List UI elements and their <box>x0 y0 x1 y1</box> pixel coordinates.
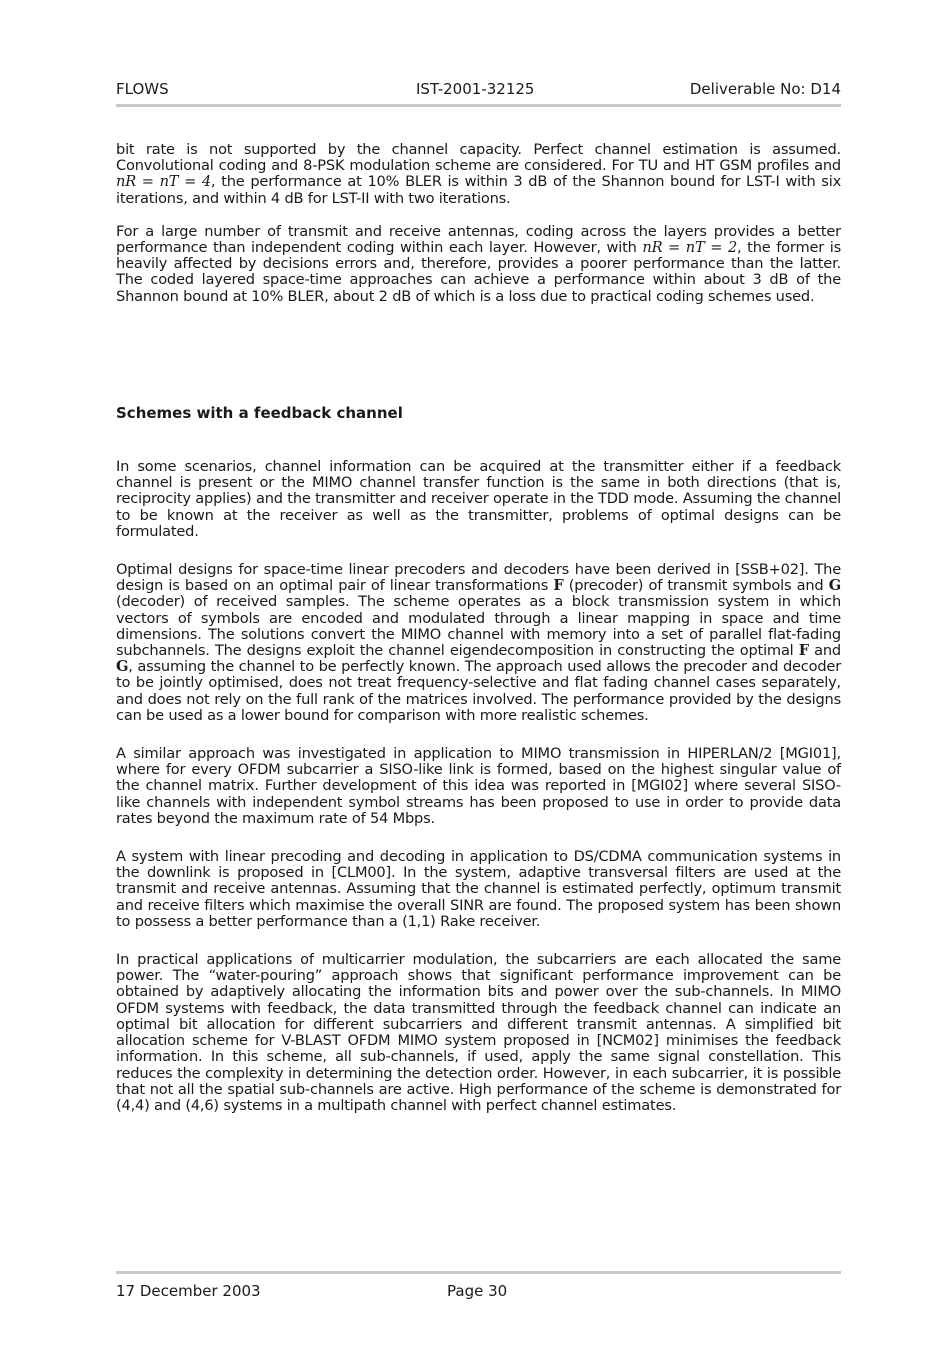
paragraph-6: A system with linear precoding and decoding in application to DS/CDMA communication systems in the downlink is proposed in [CLM00]. In the system, adaptive transversal filters are used at the transmit and receive antennas. Assuming that the channel is estimated perfectly, optimum transmit and receive filters which maximise the overall SINR are found. The proposed system has been shown to possess a better performance than a (1,1) Rake receiver. <box>116 848 841 930</box>
paragraph-7: In practical applications of multicarrier modulation, the subcarriers are each allocated the same power. The “water-pouring” approach shows that significant performance improvement can be obtained by adaptively allocating the information bits and power over the sub-channels. In MIMO OFDM systems with feedback, the data transmitted through the feedback channel can indicate an optimal bit allocation for different subcarriers and different transmit antennas. A simplified bit allocation scheme for V-BLAST OFDM MIMO system proposed in [NCM02] minimises the feedback information. In this scheme, all sub-channels, if used, apply the same signal constellation. This reduces the complexity in determining the detection order. However, in each subcarrier, it is possible that not all the spatial sub-channels are active. High performance of the scheme is demonstrated for (4,4) and (4,6) systems in a multipath channel with perfect channel estimates. <box>116 951 841 1114</box>
header-divider <box>116 104 841 107</box>
footer-page-number: Page 30 <box>447 1282 508 1300</box>
paragraph-4-text-c: (decoder) of received samples. The scheme operates as a block transmission system in which vectors of symbols are encoded and modulated through a linear mapping in space and time dimensions. The solutions convert the MIMO channel with memory into a set of parallel flat-fading subchannels. The designs exploit the channel eigendecomposition in constructing the optimal <box>116 593 841 660</box>
page-footer <box>116 1281 841 1301</box>
header-deliverable: Deliverable No: D14 <box>689 80 841 98</box>
section-heading: Schemes with a feedback channel <box>116 404 403 422</box>
paragraph-3: In some scenarios, channel information can be acquired at the transmitter either if a feedback channel is present or the MIMO channel transfer function is the same in both directions (that is, reciprocity applies) and the transmitter and receiver operate in the TDD mode. Assuming the channel to be known at the receiver as well as the transmitter, problems of optimal designs can be formulated. <box>116 458 841 540</box>
paragraph-4-text-b: (precoder) of transmit symbols and <box>563 577 829 595</box>
paragraph-4-symbol-g-2: G <box>116 658 129 676</box>
paragraph-2-text-a: For a large number of transmit and receive antennas, coding across the layers provides a better performance than independent coding within each layer. However, with <box>116 222 841 257</box>
paragraph-4-symbol-g: G <box>828 577 841 595</box>
paragraph-4-symbol-f: F <box>553 577 564 595</box>
page-header <box>116 79 841 99</box>
paragraph-4-text-and: and <box>808 642 841 660</box>
paragraph-4 <box>116 562 841 724</box>
paragraph-1-text-a: bit rate is not supported by the channel capacity. Perfect channel estimation is assumed. Convolutional coding and 8-PSK modulation scheme are considered. For TU and HT GSM profiles and <box>116 141 841 175</box>
paragraph-4-symbol-f-2: F <box>798 642 809 660</box>
paragraph-5: A similar approach was investigated in application to MIMO transmission in HIPERLAN/2 [MGI01], where for every OFDM subcarrier a SISO-like link is formed, based on the highest singular value of the channel matrix. Further development of this idea was reported in [MGI02] where several SISO-like channels with independent symbol streams has been proposed to use in order to provide data rates beyond the maximum rate of 54 Mbps. <box>116 745 841 827</box>
footer-date: 17 December 2003 <box>116 1282 261 1300</box>
paragraph-4-text-d: , assuming the channel to be perfectly known. The approach used allows the precoder and decoder to be jointly optimised, does not treat frequency-selective and flat fading channel cases separately, and does not rely on the full rank of the matrices involved. The performance provided by the designs can be used as a lower bound for comparison with more realistic schemes. <box>116 658 841 724</box>
header-project: FLOWS <box>116 80 169 98</box>
paragraph-2 <box>116 224 841 305</box>
header-contract-id: IST-2001-32125 <box>416 80 535 98</box>
paragraph-4-text-a: Optimal designs for space-time linear precoders and decoders have been derived in [SSB+02]. The design is based on an optimal pair of linear transformations <box>116 561 841 595</box>
intro-text <box>116 142 841 305</box>
paragraph-1-math: nR = nT = 4 <box>116 173 211 191</box>
paragraph-1 <box>116 142 841 207</box>
paragraph-2-text-b: , the former is heavily affected by decisions errors and, therefore, provides a poorer performance than the latter. The coded layered space-time approaches can achieve a performance within about 3 dB of the Shannon bound at 10% BLER, about 2 dB of which is a loss due to practical coding schemes used. <box>116 239 841 305</box>
paragraph-2-math: nR = nT = 2 <box>642 239 738 257</box>
footer-divider <box>116 1271 841 1274</box>
section-body <box>116 459 841 1136</box>
paragraph-1-text-b: , the performance at 10% BLER is within 3 dB of the Shannon bound for LST-I with six iterations, and within 4 dB for LST-II with two iterations. <box>116 173 841 207</box>
